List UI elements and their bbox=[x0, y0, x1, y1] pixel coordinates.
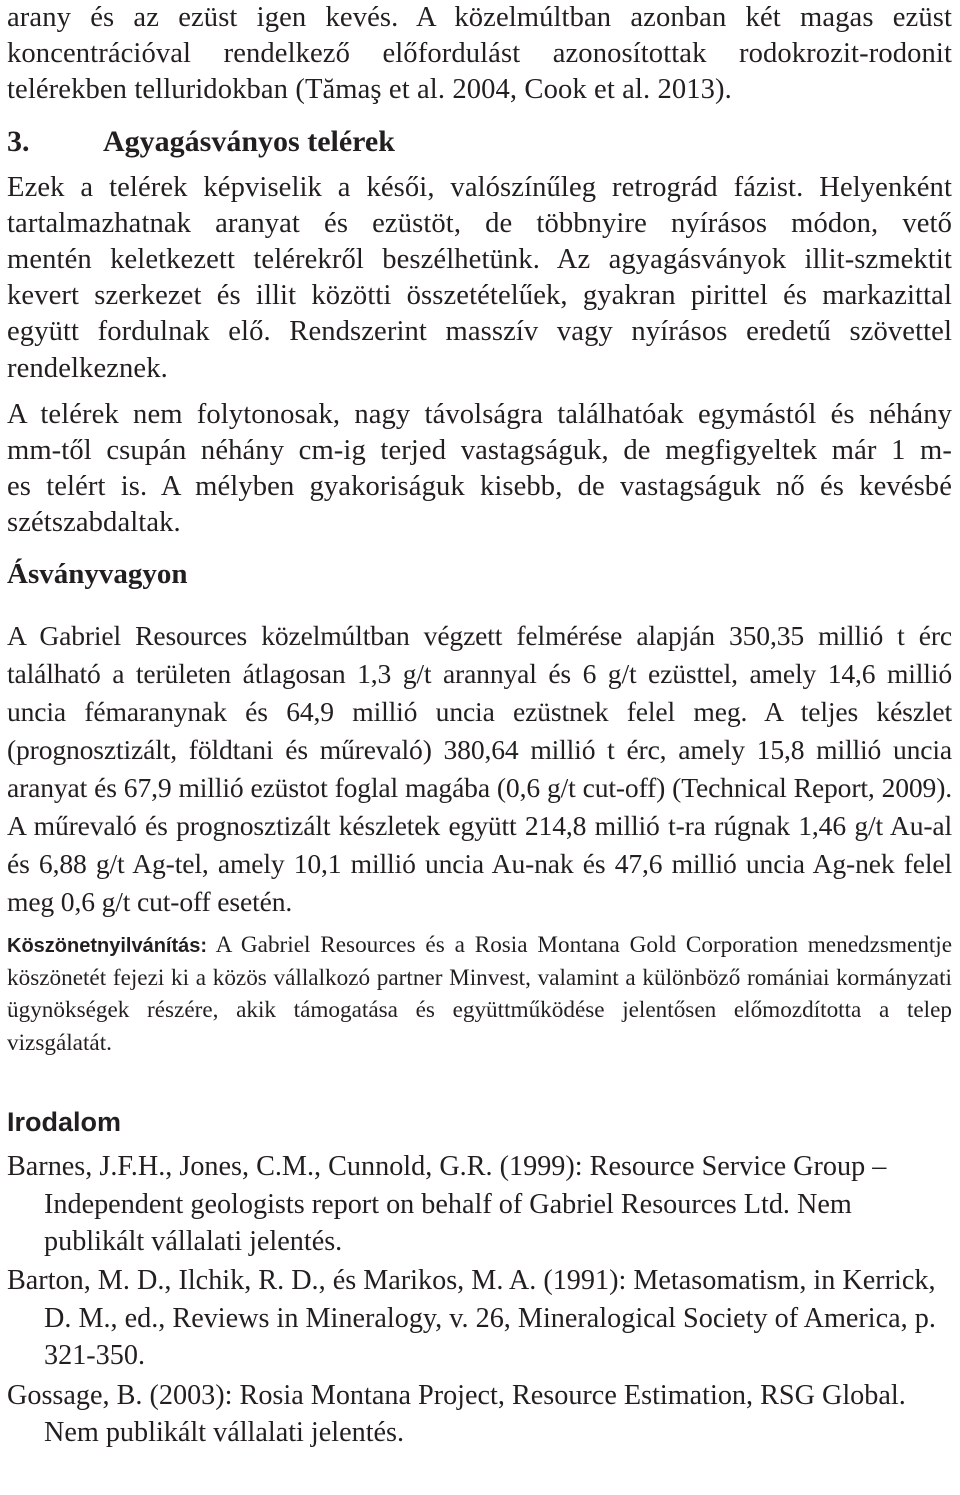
reference-item: Gossage, B. (2003): Rosia Montana Project, Resource Estimation, RSG Global. Nem publikált vállalati jelentés. bbox=[7, 1379, 906, 1449]
asvanyvagyon-title: Ásványvagyon bbox=[7, 557, 188, 590]
section-3-paragraph-2: A telérek nem folytonosak, nagy távolságra találhatóak egymástól és néhány mm-től csupán néhány cm-ig terjed vastagságuk, de megfigyeltek már 1 m-es telért is. A mélyben gyakoriságuk kisebb, de vastagságuk nő és kevésbé szétszabdaltak. bbox=[7, 398, 952, 539]
intro-paragraph: arany és az ezüst igen kevés. A közelmúltban azonban két magas ezüst koncentrációval rendelkező előfordulást azonosítottak rodokrozit-rodonit telérekben telluridokban (Tămaş et al. 2004, Cook et al. 2013). bbox=[7, 2, 952, 106]
acknowledgement bbox=[7, 929, 952, 1060]
references-title: Irodalom bbox=[7, 1107, 122, 1138]
reference-item: Barnes, J.F.H., Jones, C.M., Cunnold, G.R. (1999): Resource Service Group – Independent geologists report on behalf of Gabriel Resources Ltd. Nem publikált vállalati jelentés. bbox=[7, 1151, 887, 1258]
section-3-title: Agyagásványos telérek bbox=[103, 124, 395, 158]
acknowledgement-text: A Gabriel Resources és a Rosia Montana Gold Corporation menedzsmentje köszönetét fejezi ki a közös vállalkozó partner Minvest, valamint a különböző romániai kormányzati ügynökségek részére, akik támogatása és együttműködése jelentősen előmozdította a telep vizsgálatát. bbox=[7, 931, 952, 1056]
page-content bbox=[7, 0, 952, 1452]
references-list bbox=[7, 1148, 952, 1451]
section-3-paragraph-1: Ezek a telérek képviselik a késői, valószínűleg retrográd fázist. Helyenként tartalmazhatnak aranyat és ezüstöt, de többnyire nyírásos módon, vető mentén keletkezett telérekről beszélhetünk. Az agyagásványok illit-szmektit kevert szerkezet és illit közötti összetételűek, gyakran pirittel és markazittal együtt fordulnak elő. Rendszerint masszív vagy nyírásos eredetű szövettel rendelkeznek. bbox=[7, 171, 952, 384]
section-3-number: 3. bbox=[7, 124, 30, 158]
acknowledgement-label: Köszönetnyilvánítás: bbox=[7, 934, 208, 957]
section-3-heading bbox=[7, 118, 952, 166]
reference-item: Barton, M. D., Ilchik, R. D., és Marikos, M. A. (1991): Metasomatism, in Kerrick, D. M., ed., Reviews in Mineralogy, v. 26, Mineralogical Society of America, p. 321-350. bbox=[7, 1265, 936, 1372]
asvanyvagyon-paragraph: A Gabriel Resources közelmúltban végzett felmérése alapján 350,35 millió t érc található a területen átlagosan 1,3 g/t arannyal és 6 g/t ezüsttel, amely 14,6 millió uncia fémaranynak és 64,9 millió uncia ezüstnek felel meg. A teljes készlet (prognosztizált, földtani és műrevaló) 380,64 millió t érc, amely 15,8 millió uncia aranyat és 67,9 millió ezüstot foglal magába (0,6 g/t cut-off) (Technical Report, 2009). A műrevaló és prognosztizált készletek együtt 214,8 millió t-ra rúgnak 1,46 g/t Au-al és 6,88 g/t Ag-tel, amely 10,1 millió uncia Au-nak és 47,6 millió uncia Ag-nek felel meg 0,6 g/t cut-off esetén. bbox=[7, 619, 952, 917]
